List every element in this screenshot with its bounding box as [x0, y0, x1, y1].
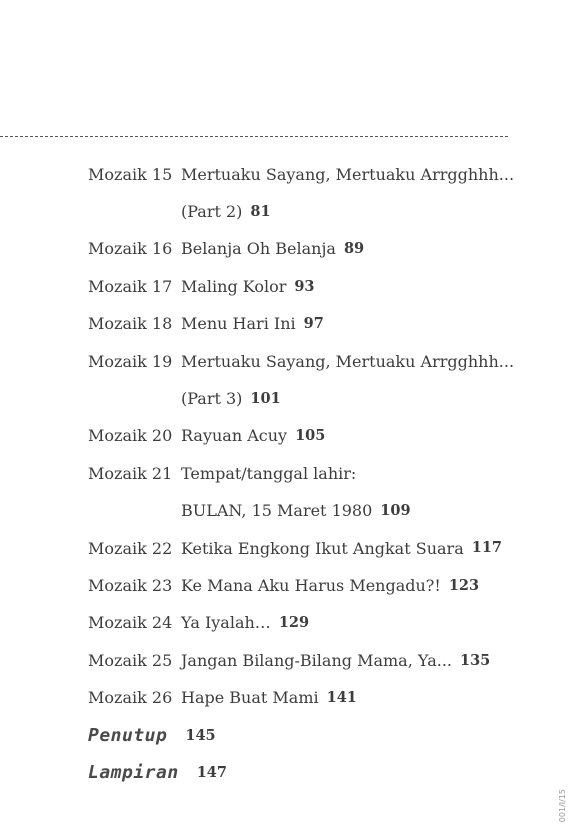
- entry-title: Rayuan Acuy: [181, 426, 288, 446]
- toc-entry: [88, 193, 528, 230]
- toc-entry: [88, 418, 528, 455]
- section-page: 147: [196, 764, 227, 782]
- toc-entry: [88, 679, 528, 716]
- section-title: Lampiran: [88, 762, 179, 784]
- entry-title: Tempat/tanggal lahir:: [181, 463, 357, 483]
- entry-label: Mozaik 26: [88, 688, 173, 708]
- entry-label: Mozaik 24: [88, 613, 173, 633]
- entry-page: 109: [380, 501, 411, 519]
- toc-entry: [88, 493, 528, 530]
- entry-label: Mozaik 23: [88, 575, 173, 595]
- entry-label: Mozaik 16: [88, 239, 173, 259]
- entry-label: Mozaik 22: [88, 538, 173, 558]
- entry-label: Mozaik 21: [88, 463, 173, 483]
- entry-title: Mertuaku Sayang, Mertuaku Arrgghhh...: [181, 351, 515, 371]
- entry-label: Mozaik 25: [88, 650, 173, 670]
- entry-page: 141: [326, 688, 357, 706]
- toc-entry: [88, 530, 528, 567]
- toc-entry: [88, 343, 528, 380]
- entry-label: Mozaik 20: [88, 426, 173, 446]
- print-code: 001/I/15: [558, 788, 567, 822]
- entry-page: 93: [294, 277, 315, 295]
- toc-entry: [88, 231, 528, 268]
- entry-page: 81: [250, 202, 271, 220]
- entry-title: Jangan Bilang-Bilang Mama, Ya...: [181, 650, 452, 670]
- entry-title: Ketika Engkong Ikut Angkat Suara: [181, 538, 464, 558]
- toc-entry: [88, 156, 528, 193]
- entry-page: 97: [303, 315, 324, 332]
- entry-page: 117: [471, 539, 503, 557]
- toc-entry: [88, 306, 528, 343]
- toc-section-penutup: [88, 717, 528, 754]
- entry-title: Ke Mana Aku Harus Mengadu?!: [181, 575, 441, 595]
- toc-entry: [88, 380, 528, 417]
- entry-page: 89: [343, 240, 365, 258]
- entry-title: Mertuaku Sayang, Mertuaku Arrgghhh...: [181, 164, 515, 184]
- entry-title: Ya Iyalah…: [181, 613, 271, 633]
- entry-label: Mozaik 19: [88, 351, 173, 371]
- toc-entry: [88, 455, 528, 492]
- entry-title: (Part 3): [181, 389, 243, 409]
- entry-page: 135: [460, 651, 491, 669]
- toc-entry: [88, 605, 528, 642]
- entry-label: Mozaik 18: [88, 314, 173, 334]
- entry-title: (Part 2): [181, 202, 243, 222]
- table-of-contents: [88, 156, 528, 792]
- entry-label: Mozaik 17: [88, 276, 173, 296]
- dashed-divider: [0, 136, 508, 137]
- toc-entry: [88, 642, 528, 679]
- section-title: Penutup: [88, 725, 168, 747]
- entry-title: Maling Kolor: [181, 276, 287, 296]
- entry-title: Hape Buat Mami: [181, 688, 319, 708]
- entry-title: Belanja Oh Belanja: [181, 239, 336, 259]
- entry-page: 105: [295, 427, 326, 445]
- entry-page: 101: [250, 389, 281, 407]
- entry-page: 123: [448, 576, 480, 594]
- toc-section-lampiran: [88, 754, 528, 791]
- section-page: 145: [185, 727, 216, 745]
- toc-entry: [88, 268, 528, 305]
- toc-entry: [88, 567, 528, 604]
- entry-label: Mozaik 15: [88, 164, 173, 184]
- entry-title: BULAN, 15 Maret 1980: [181, 501, 373, 521]
- entry-title: Menu Hari Ini: [181, 314, 296, 334]
- entry-page: 129: [278, 614, 310, 632]
